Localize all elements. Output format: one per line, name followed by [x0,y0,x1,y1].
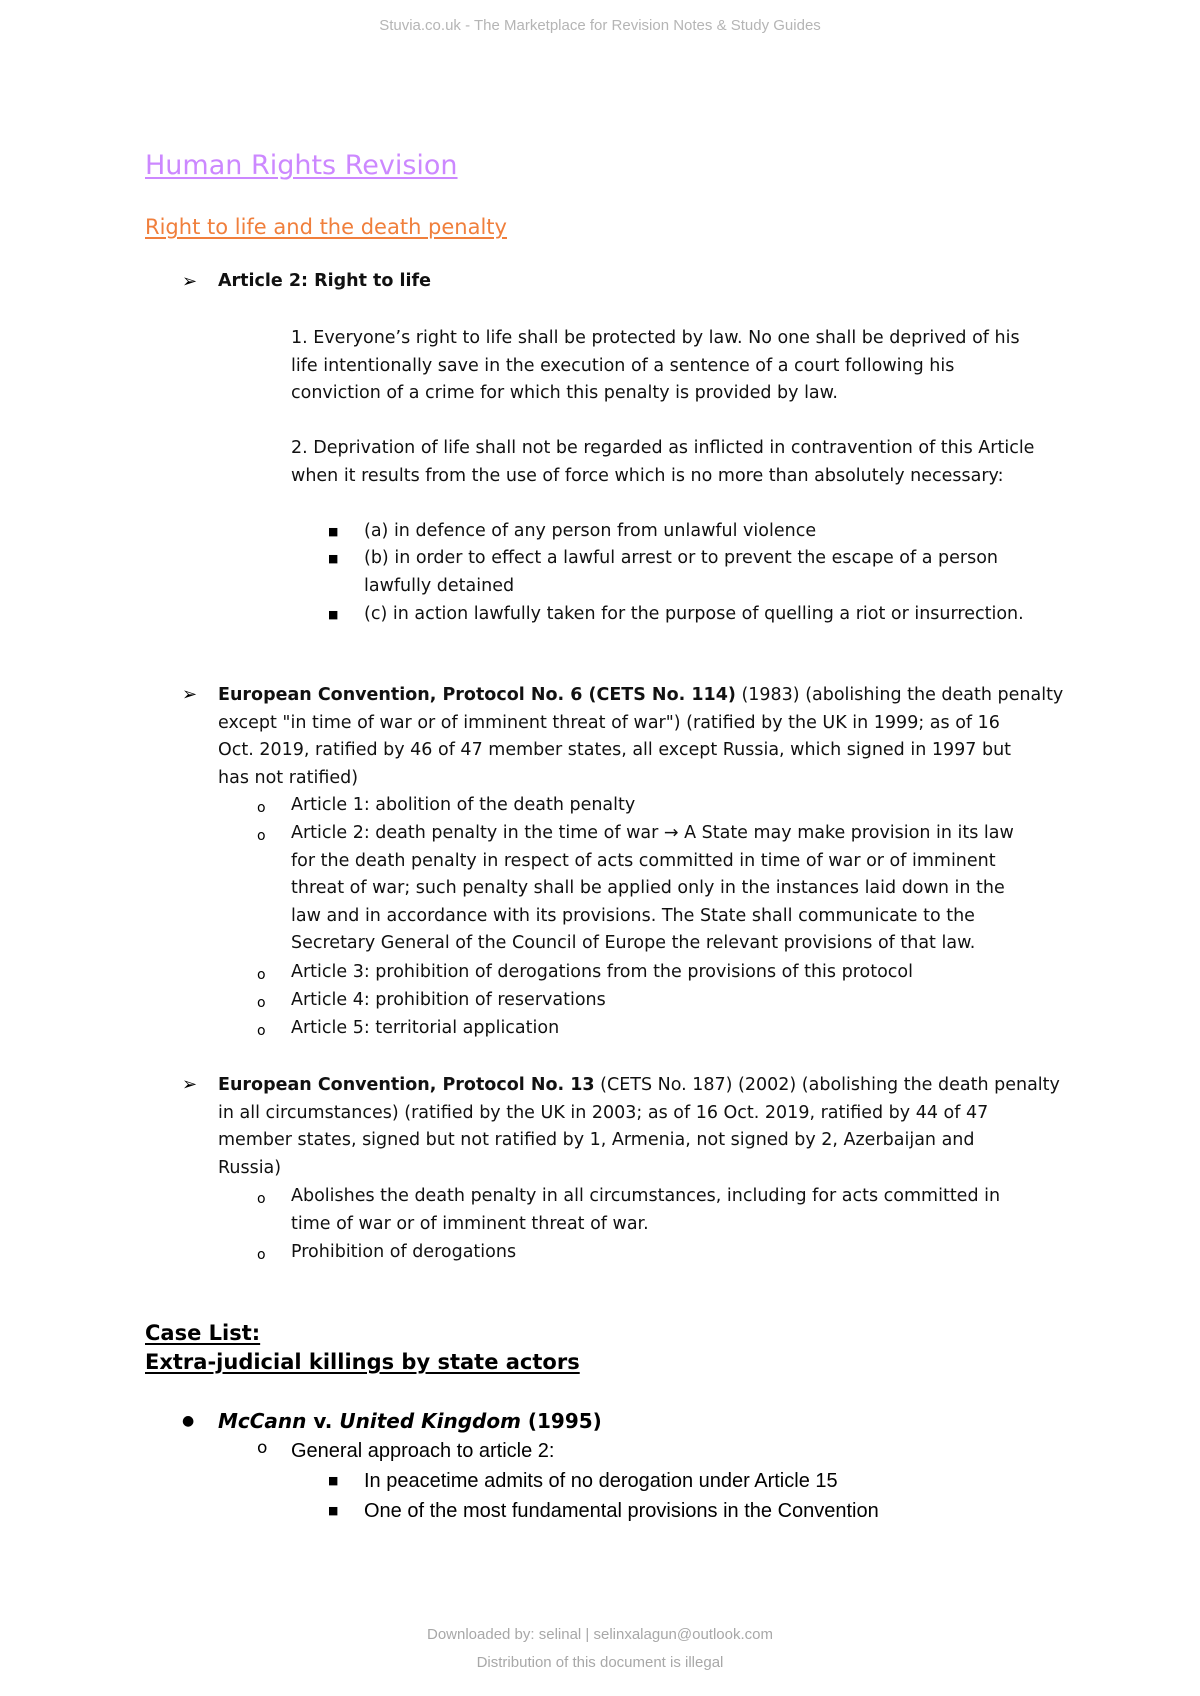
circle-bullet-icon: o [257,800,266,816]
list-item: Article 3: prohibition of derogations from the provisions of this protocol [291,962,913,982]
text-line: time of war or of imminent threat of war. [291,1213,649,1234]
circle-bullet-icon: o [257,1438,268,1458]
text-line: Secretary General of the Council of Europe the relevant provisions of that law. [291,933,976,953]
article2-paragraph-2 [291,435,1034,490]
protocol13-title: European Convention, Protocol No. 13 [218,1075,595,1095]
text-line [218,1072,1060,1100]
list-item: (c) in action lawfully taken for the purpose of quelling a riot or insurrection. [364,604,1024,624]
text-line: in all circumstances) (ratified by the UK in 2003; as of 16 Oct. 2019, ratified by 44 of 47 [218,1102,989,1123]
case-party-b: United Kingdom [339,1409,521,1433]
text-line: Abolishes the death penalty in all circumstances, including for acts committed in [291,1186,1001,1206]
protocol13-paragraph [218,1072,1060,1182]
arrow-bullet-icon: ➢ [182,684,198,705]
text-line: Oct. 2019, ratified by 46 of 47 member states, all except Russia, which signed in 1997 but [218,740,1012,760]
arrow-bullet-icon: ➢ [182,271,198,292]
dot-bullet-icon: ● [182,1413,195,1429]
list-item: (a) in defence of any person from unlawful violence [364,521,817,541]
text-line: threat of war; such penalty shall be applied only in the instances laid down in the [291,878,1005,898]
text-line: (b) in order to effect a lawful arrest or to prevent the escape of a person [364,548,998,568]
list-item: One of the most fundamental provisions in the Convention [364,1500,879,1522]
list-item: In peacetime admits of no derogation under Article 15 [364,1470,838,1492]
case-year: (1995) [520,1409,602,1433]
text-line: 2. Deprivation of life shall not be regarded as inflicted in contravention of this Article [291,438,1035,458]
case-list-subheading: Extra-judicial killings by state actors [145,1350,580,1374]
case-party-a: McCann [218,1409,307,1433]
square-bullet-icon: ■ [328,1474,339,1487]
circle-bullet-icon: o [257,1247,266,1263]
list-item: Article 4: prohibition of reservations [291,990,606,1010]
document-title: Human Rights Revision [145,150,458,181]
section-title: Right to life and the death penalty [145,215,507,239]
header-note: Stuvia.co.uk - The Marketplace for Revision Notes & Study Guides [379,17,821,34]
footer-illegal: Distribution of this document is illegal [476,1654,724,1671]
case-versus: v. [306,1409,340,1433]
text-line: Article 2: death penalty in the time of war → A State may make provision in its law [291,823,1014,843]
protocol6-paragraph [218,682,1063,792]
text-line: for the death penalty in respect of acts committed in time of war or of imminent [291,850,996,871]
square-bullet-icon: ■ [328,552,339,565]
circle-bullet-icon: o [257,1191,266,1207]
text-line: conviction of a crime for which this penalty is provided by law. [291,383,838,403]
list-item [364,545,998,600]
list-item: Article 5: territorial application [291,1018,560,1038]
footer-downloaded: Downloaded by: selinal | selinxalagun@outlook.com [427,1626,773,1643]
text-line: life intentionally save in the execution of a sentence of a court following his [291,355,955,376]
text-line: lawfully detained [364,575,515,596]
list-item: Article 1: abolition of the death penalty [291,795,636,815]
text-span: (1983) (abolishing the death penalty [735,685,1064,705]
circle-bullet-icon: o [257,1023,266,1039]
text-line: 1. Everyone’s right to life shall be protected by law. No one shall be deprived of his [291,328,1020,348]
case-subpoint: General approach to article 2: [291,1440,555,1462]
square-bullet-icon: ■ [328,525,339,538]
arrow-bullet-icon: ➢ [182,1074,198,1095]
case-title [218,1406,602,1436]
case-list-heading: Case List: [145,1321,261,1345]
text-line [218,682,1063,710]
text-line: when it results from the use of force which is no more than absolutely necessary: [291,465,1004,486]
article2-heading: Article 2: Right to life [218,271,432,291]
square-bullet-icon: ■ [328,608,339,621]
text-line: except "in time of war or of imminent threat of war") (ratified by the UK in 1999; as of 16 [218,712,1000,733]
protocol6-title: European Convention, Protocol No. 6 (CETS No. 114) [218,685,736,705]
circle-bullet-icon: o [257,828,266,844]
list-item [291,1183,1000,1238]
list-item: Prohibition of derogations [291,1242,517,1262]
text-span: (CETS No. 187) (2002) (abolishing the death penalty [594,1075,1060,1095]
text-line: has not ratified) [218,767,359,788]
article2-paragraph-1 [291,325,1020,408]
square-bullet-icon: ■ [328,1504,339,1517]
list-item [291,820,1014,958]
text-line: member states, signed but not ratified by 1, Armenia, not signed by 2, Azerbaijan and [218,1130,975,1150]
text-line: Russia) [218,1157,282,1178]
text-line: law and in accordance with its provisions. The State shall communicate to the [291,905,975,926]
circle-bullet-icon: o [257,995,266,1011]
circle-bullet-icon: o [257,967,266,983]
